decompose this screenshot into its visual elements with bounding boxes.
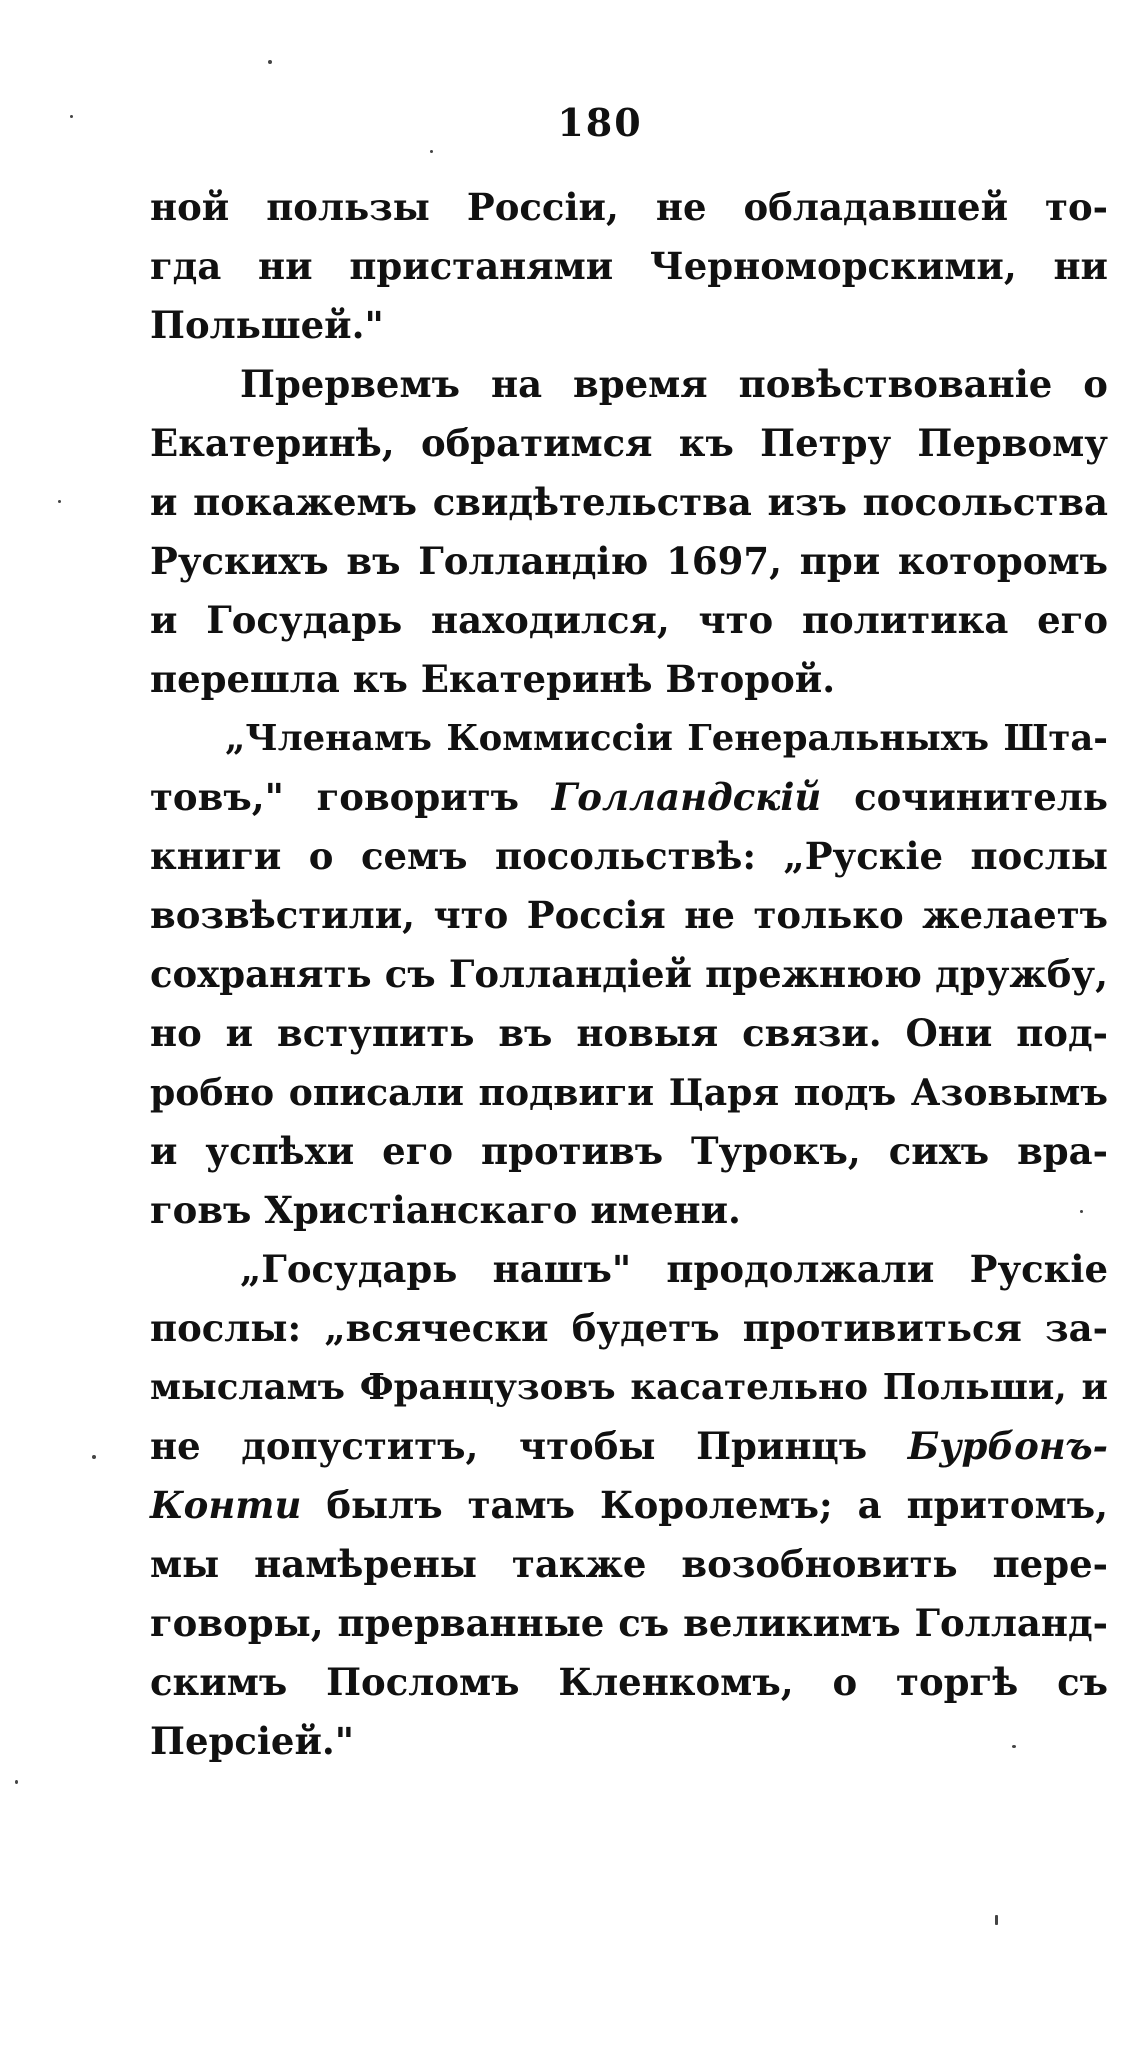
paragraph-start-line: „Государь нашъ" продолжали Рускіе <box>240 1247 1108 1291</box>
text-line: и успѣхи его противъ Турокъ, сихъ вра- <box>150 1129 1108 1173</box>
text-segment: сочинитель <box>821 775 1108 819</box>
scan-speck <box>995 1915 998 1925</box>
text-line: возвѣстили, что Россія не только желаетъ <box>150 893 1108 937</box>
text-line <box>150 768 1108 827</box>
text-line: сохранять съ Голландіей прежнюю дружбу, <box>150 952 1108 996</box>
scan-speck <box>268 60 272 64</box>
text-line: говоры, прерванные съ великимъ Голланд- <box>150 1601 1108 1645</box>
paragraph-start-line: „Членамъ Коммиссіи Генеральныхъ Шта- <box>225 718 1108 759</box>
page-number: 180 <box>557 100 643 145</box>
text-line: гда ни пристанями Черноморскими, ни <box>150 244 1108 288</box>
italic-segment: Голландскій <box>551 775 822 819</box>
text-line: мы намѣрены также возобновить пере- <box>150 1542 1108 1586</box>
text-line: робно описали подвиги Царя подъ Азовымъ <box>150 1071 1108 1114</box>
scan-speck <box>70 115 73 118</box>
text-line: Рускихъ въ Голландію 1697, при которомъ <box>150 539 1108 583</box>
scan-speck <box>1012 1745 1016 1748</box>
text-segment: не допуститъ, чтобы Принцъ <box>150 1424 908 1468</box>
text-line: Персіей." <box>150 1719 355 1763</box>
text-line: Екатеринѣ, обратимся къ Петру Первому <box>150 421 1108 465</box>
text-line: мысламъ Французовъ касательно Польши, и <box>150 1367 1108 1408</box>
body-text <box>150 178 1108 1771</box>
text-segment: товъ," говоритъ <box>150 775 552 819</box>
text-line: Польшей." <box>150 303 384 347</box>
text-line: но и вступить въ новыя связи. Они под- <box>150 1011 1108 1055</box>
paragraph-start-line: Прервемъ на время повѣствованіе о <box>240 362 1108 406</box>
italic-segment: Конти <box>150 1483 302 1527</box>
text-line: книги о семъ посольствѣ: „Рускіе послы <box>150 834 1108 878</box>
text-line <box>150 1476 1108 1535</box>
italic-segment: Бурбонъ- <box>907 1424 1108 1468</box>
scan-speck <box>58 500 61 503</box>
text-line: и Государь находился, что политика его <box>150 598 1108 642</box>
text-line: послы: „всячески будетъ противиться за- <box>150 1306 1108 1350</box>
text-line: и покажемъ свидѣтельства изъ посольства <box>150 480 1108 524</box>
text-line <box>150 1417 1108 1476</box>
scan-speck <box>15 1780 18 1784</box>
text-line: ной пользы Россіи, не обладавшей тo- <box>150 185 1108 229</box>
text-segment: былъ тамъ Королемъ; а притомъ, <box>301 1483 1108 1527</box>
text-line: скимъ Посломъ Кленкомъ, о торгѣ съ <box>150 1660 1108 1704</box>
text-line: перешла къ Екатеринѣ Второй. <box>150 657 836 701</box>
scan-speck <box>430 150 433 153</box>
text-line: говъ Христіанскаго имени. <box>150 1188 741 1232</box>
scan-speck <box>1080 1210 1083 1213</box>
scan-speck <box>92 1455 96 1459</box>
